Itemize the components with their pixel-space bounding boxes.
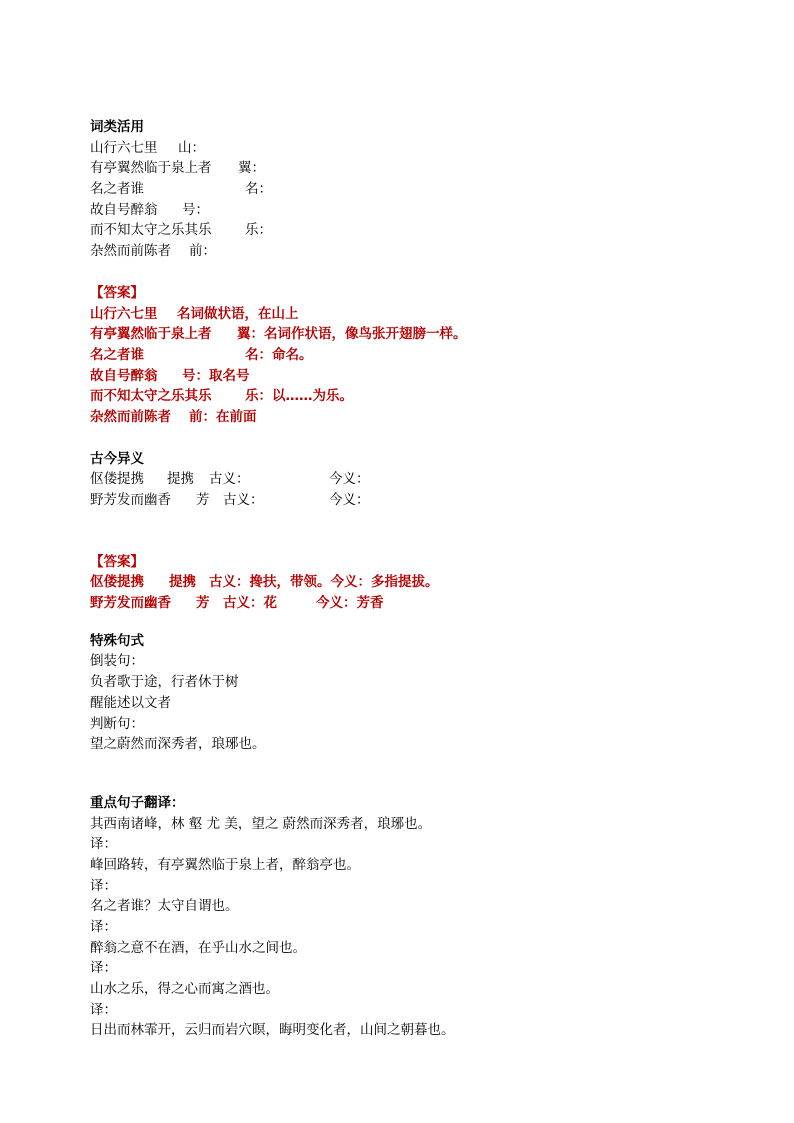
question-line: 有亭翼然临于泉上者 翼： [90, 160, 265, 177]
section-title-ancient-modern: 古今异义 [90, 450, 144, 467]
question-line: 野芳发而幽香 芳 古义： 今义： [90, 492, 370, 508]
answer-title: 【答案】 [90, 284, 144, 301]
sentence-line: 其西南诸峰，林 壑 尤 美，望之 蔚然而深秀者，琅琊也。 [90, 815, 432, 832]
text-line: 判断句： [90, 715, 144, 732]
text-line: 负者歌于途，行者休于树 [90, 674, 239, 691]
section-title-translation: 重点句子翻译： [90, 794, 185, 811]
section-title-special-sentences: 特殊句式 [90, 632, 144, 649]
sentence-line: 峰回路转，有亭翼然临于泉上者，醉翁亭也。 [90, 856, 360, 873]
sentence-line: 山水之乐，得之心而寓之酒也。 [90, 981, 279, 998]
question-line: 名之者谁 名： [90, 181, 272, 198]
question-line: 而不知太守之乐其乐 乐： [90, 222, 272, 239]
sentence-line: 名之者谁？太守自谓也。 [90, 898, 239, 915]
translation-label: 译： [90, 836, 117, 853]
answer-line: 名之者谁 名：命名。 [90, 346, 313, 363]
translation-label: 译： [90, 960, 117, 977]
text-line: 倒装句： [90, 653, 144, 670]
translation-label: 译： [90, 919, 117, 935]
answer-line: 伛偻提携 提携 古义：搀扶，带领。今义：多指提拔。 [90, 574, 439, 591]
question-line: 故自号醉翁 号： [90, 201, 209, 218]
question-line: 山行六七里 山： [90, 139, 205, 156]
text-line: 醒能述以文者 [90, 694, 171, 711]
answer-line: 杂然而前陈者 前：在前面 [90, 408, 257, 425]
translation-label: 译： [90, 1001, 117, 1018]
answer-line: 山行六七里 名词做状语，在山上 [90, 305, 299, 322]
translation-label: 译： [90, 877, 117, 894]
sentence-line: 醉翁之意不在酒，在乎山水之间也。 [90, 939, 306, 956]
question-line: 伛偻提携 提携 古义： 今义： [90, 471, 370, 488]
section-title-word-usage: 词类活用 [90, 119, 144, 135]
answer-line: 而不知太守之乐其乐 乐：以……为乐。 [90, 388, 353, 405]
document-page [90, 117, 770, 1041]
text-line: 望之蔚然而深秀者，琅琊也。 [90, 736, 266, 753]
question-line: 杂然而前陈者 前： [90, 243, 216, 260]
answer-line: 故自号醉翁 号：取名号 [90, 367, 250, 384]
answer-title: 【答案】 [90, 553, 144, 570]
answer-line: 野芳发而幽香 芳 古义：花 今义：芳香 [90, 595, 384, 612]
sentence-line: 日出而林霏开，云归而岩穴暝，晦明变化者，山间之朝暮也。 [90, 1022, 455, 1039]
answer-line: 有亭翼然临于泉上者 翼：名词作状语，像鸟张开翅膀一样。 [90, 326, 467, 343]
